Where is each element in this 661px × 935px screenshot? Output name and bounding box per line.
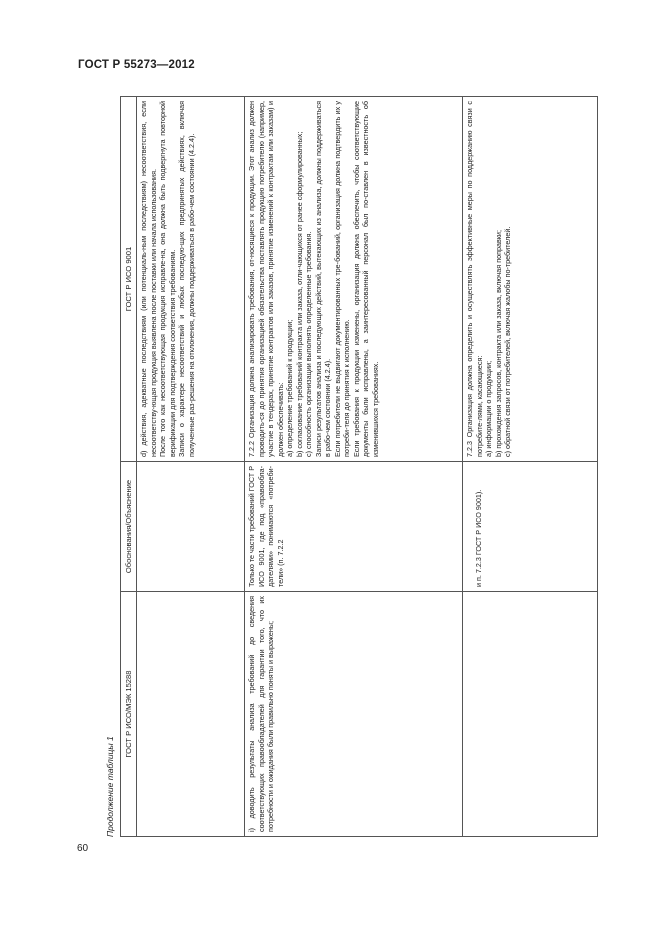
cell-text-block: [465, 101, 513, 457]
paragraph: c) обратной связи от потребителей, включая жалобы по-требителей.: [503, 226, 512, 457]
cell-text-block: [465, 466, 484, 587]
comparison-table: [120, 96, 598, 837]
cell-iso-9001: [463, 97, 598, 462]
column-header-rationale: Обоснования/Объяснение: [121, 462, 137, 592]
paragraph: 7.2.3 Организация должна определить и осуществлять эффективные меры по поддержанию связи с потребите-лями, касающиеся:: [465, 101, 484, 457]
paragraph: i) доводить результаты анализа требований до сведения соответствующих правообладателей для гарантии того, что их потребности и ожидания были правильно поняты и выражены;: [247, 596, 275, 832]
cell-text-block: [247, 466, 285, 587]
table-row: [463, 97, 598, 837]
cell-rationale: [245, 462, 463, 592]
document-header: ГОСТ Р 55273—2012: [78, 59, 195, 71]
cell-iso-15288: [137, 592, 245, 837]
paragraph: Записи о характере несоответствий и любых последую-щих предпринятых действиях, включая полученные раз-решения на отклонения, должны поддерживаться в рабо-чем состоянии (4.2.4).: [177, 101, 196, 457]
paragraph: Записи результатов анализа и последующих действий, вытекающих из анализа, должны поддерживаться в рабо-чем состоянии (4.2.4).: [313, 101, 332, 457]
rotated-table-region: [100, 97, 600, 837]
cell-text-block: [247, 596, 276, 832]
column-header-iso-15288: ГОСТ Р ИСО/МЭК 15288: [121, 592, 137, 837]
paragraph: 7.2.2 Организация должна анализировать требования, от-носящиеся к продукции. Этот анализ должен проводить-ся до принятия организацией обязательства поставлять продукцию потребителю (например, участие в тендерах, принятие контрактов или заказов, принятие изменений к контрактам или заказам) и должен обеспечивать:: [247, 101, 285, 457]
paragraph: a) определение требований к продукции;: [285, 319, 294, 457]
paragraph: и п. 7.2.3 ГОСТ Р ИСО 9001).: [474, 489, 483, 587]
paragraph: После того как несоответствующая продукция исправле-на, она должна быть подвергнута повторной верификации для подтверждения соответствия требованиям.: [158, 101, 177, 457]
paragraph: c) способность организации выполнять определенные требования.: [304, 231, 313, 457]
paragraph: Только те части требований ГОСТ Р ИСО 9001, где под «правообла-дателями» понимаются «потреби-тели» (п. 7.2.2: [247, 466, 285, 587]
cell-iso-15288: [463, 592, 598, 837]
cell-rationale: [137, 462, 245, 592]
paragraph: Если потребители не выдвигают документированных тре-бований, организация должна подтвердить их у потреби-теля до принятия к исполнению.: [332, 101, 351, 457]
cell-iso-9001: [137, 97, 245, 462]
cell-rationale: [463, 462, 598, 592]
paragraph: b) согласование требований контракта или заказа, отли-чающихся от ранее сформулированных;: [294, 131, 304, 457]
table-row: [137, 97, 245, 837]
column-header-iso-9001: ГОСТ Р ИСО 9001: [121, 97, 137, 462]
table-header-row: [121, 97, 137, 837]
paragraph: b) прохождения запросов, контракта или заказа, включая поправки;: [493, 230, 503, 457]
cell-iso-15288: [245, 592, 463, 837]
table-caption: Продолжение таблицы 1: [105, 736, 115, 837]
cell-iso-9001: [245, 97, 463, 462]
table-row: [245, 97, 463, 837]
cell-text-block: [247, 101, 380, 457]
paragraph: d) действия, адекватные последствиям (или потенциаль-ным последствиям) несоответствия, если несоответству-ющая продукция выявлена после поставки или начала использования.: [139, 101, 158, 457]
page-number: 60: [77, 843, 89, 854]
cell-text-block: [139, 101, 196, 457]
paragraph: Если требования к продукции изменены, организация должна обеспечить, чтобы соответствующие документы были исправлены, а заинтересованный персонал был по-ставлен в известность об изменившихся требованиях.: [351, 101, 380, 457]
paragraph: a) информации о продукции;: [484, 360, 493, 457]
